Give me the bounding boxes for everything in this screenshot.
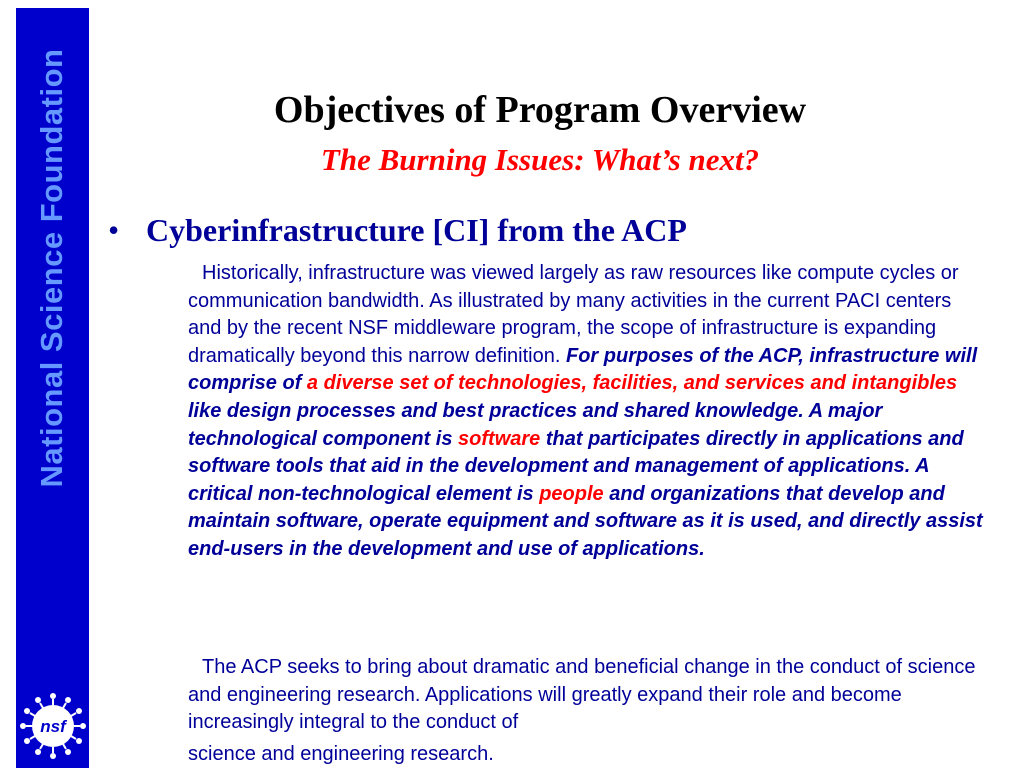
paragraph-acp-goals <box>188 654 988 768</box>
para2-main-text: The ACP seeks to bring about dramatic and beneficial change in the conduct of science and engineering research. Applications will greatly expand their role and become increasingly integral to the conduct of <box>188 656 976 734</box>
para1-plain-text: Historically, infrastructure was viewed largely as raw resources like compute cycles or communication bandwidth. As illustrated by many activities in the current PACI centers and by the recent NSF middleware program, the scope of infrastructure is expanding dramatically beyond this narrow definition. <box>188 262 959 367</box>
para1-emphasis-1: For purposes of the ACP, infrastructure will comprise of <box>188 344 978 395</box>
para1-highlight-people: people <box>539 482 604 505</box>
para2-last-line: science and engineering research. <box>188 742 494 765</box>
para1-emphasis-2: like design processes and best practices and shared knowledge. A major technological component is <box>188 399 883 450</box>
slide-subtitle: The Burning Issues: What’s next? <box>320 142 760 177</box>
paragraph-infrastructure <box>188 260 988 564</box>
bullet-heading: Cyberinfrastructure [CI] from the ACP <box>146 212 687 248</box>
sidebar-label: National Science Foundation <box>34 48 69 488</box>
nsf-logo-icon <box>17 690 89 762</box>
para1-emphasis-3: that participates directly in applications and software tools that aid in the development and management of applications. A critical non-technological element is <box>188 427 964 505</box>
para1-emphasis-4: and organizations that develop and maintain software, operate equipment and software as it is used, and directly assist end-users in the development and use of applications. <box>188 482 983 560</box>
slide-title: Objectives of Program Overview <box>273 89 807 131</box>
para1-highlight-technologies: a diverse set of technologies, facilities, and services and intangibles <box>306 372 958 395</box>
bullet-dot: • <box>108 212 120 248</box>
nsf-logo-text: nsf <box>40 717 66 736</box>
para1-highlight-software: software <box>458 427 541 450</box>
